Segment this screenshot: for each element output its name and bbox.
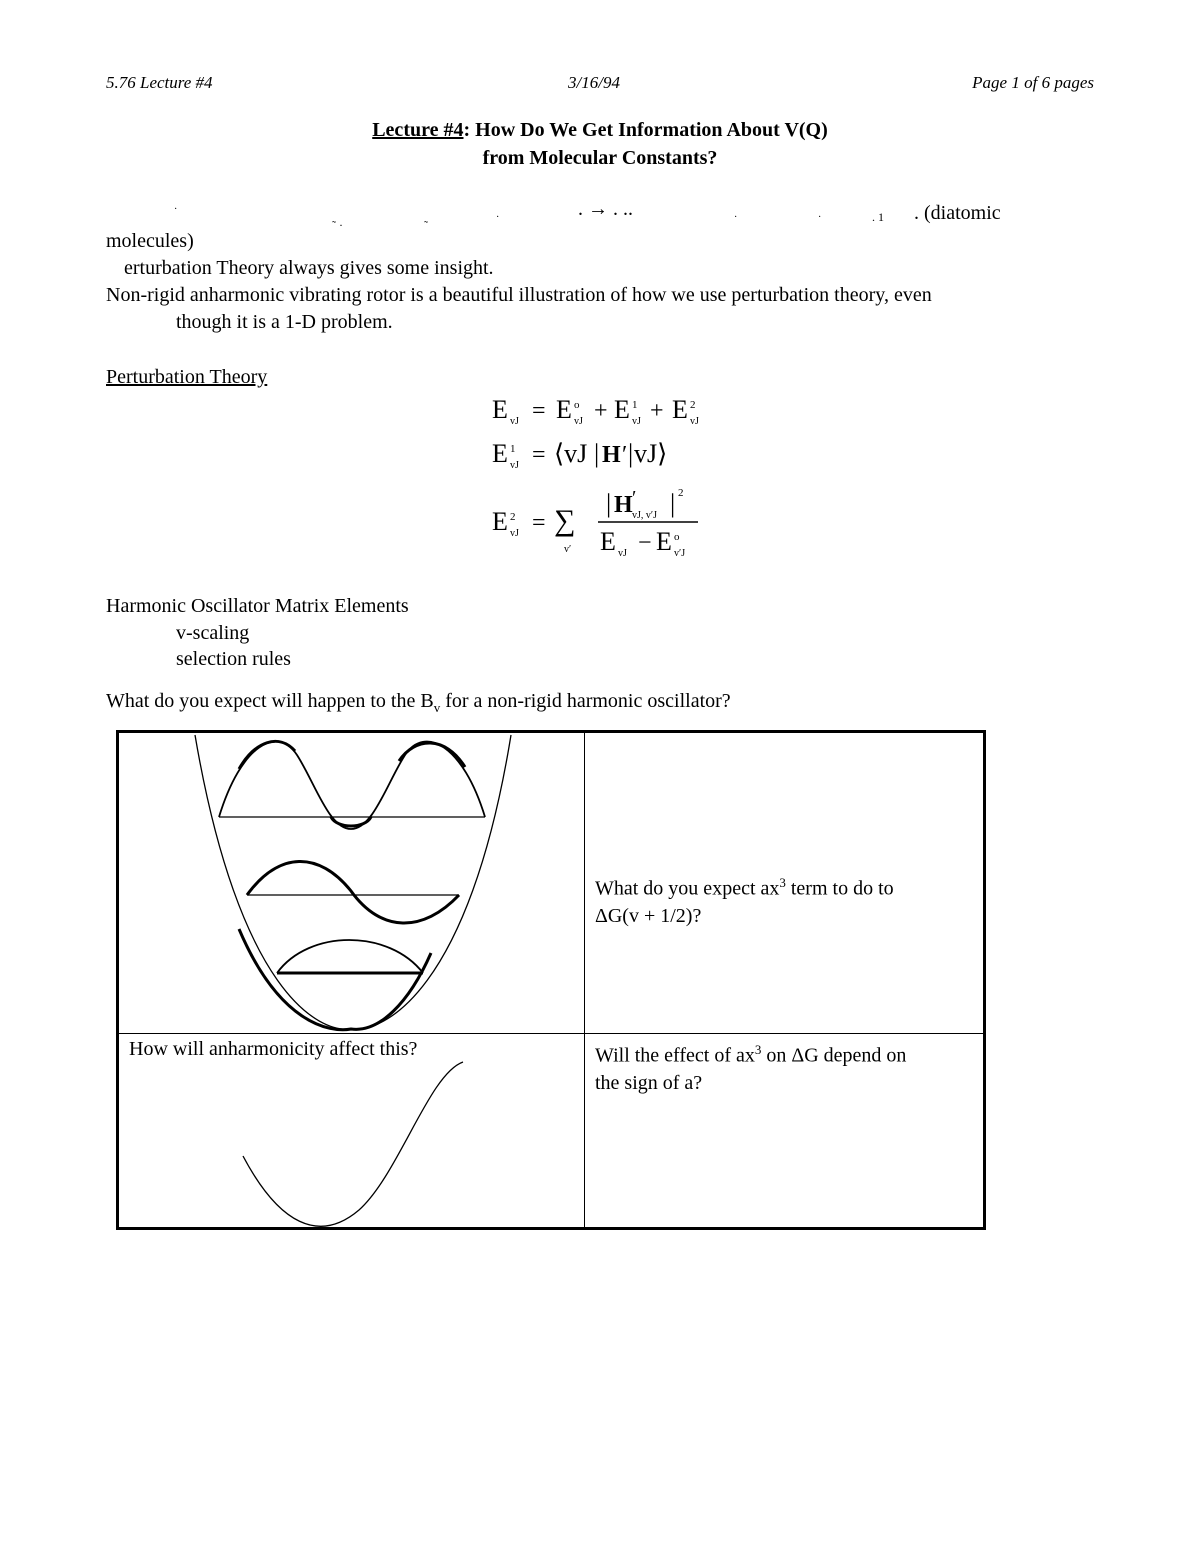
potential-well-bottom xyxy=(239,929,431,1030)
wavefunction-v1 xyxy=(247,861,459,923)
svg-text:+: + xyxy=(594,398,608,424)
svg-text:vJ, v′J: vJ, v′J xyxy=(632,510,657,521)
svg-text:H: H xyxy=(614,492,633,518)
svg-text:H: H xyxy=(602,442,621,468)
cell-question-ax3-deltaG: What do you expect $ax^3$ term to do to ΔG(v + 1/2)? xyxy=(585,732,985,1034)
svg-text:vJ: vJ xyxy=(510,416,519,427)
svg-text:E: E xyxy=(656,527,672,556)
garbled-mark: · xyxy=(818,212,822,223)
svg-text:1: 1 xyxy=(510,443,516,455)
header-page: Page 1 of 6 pages xyxy=(972,73,1094,92)
garbled-mark: ˜ · xyxy=(332,218,343,232)
question-bv: What do you expect will happen to the $B_v$ for a non-rigid harmonic oscillator? xyxy=(106,690,731,715)
intro-line2: molecules) xyxy=(106,230,194,252)
cell-anharmonicity xyxy=(118,1034,585,1229)
svg-text:vJ: vJ xyxy=(574,416,583,427)
intro-fragment: . (diatomic xyxy=(914,202,1001,224)
intro-line5: though it is a 1-D problem. xyxy=(176,311,393,333)
question-grid xyxy=(116,730,986,1230)
harmonic-item-v-scaling: v-scaling xyxy=(176,622,250,644)
svg-text:E: E xyxy=(492,439,508,468)
equation-second-order xyxy=(492,487,698,559)
svg-text:2: 2 xyxy=(510,511,516,523)
section-heading-perturbation: Perturbation Theory xyxy=(106,366,268,388)
anharmonic-curve xyxy=(119,1034,584,1230)
svg-text:vJ: vJ xyxy=(618,548,627,559)
svg-text:vJ: vJ xyxy=(510,460,519,471)
svg-text:E: E xyxy=(614,395,630,424)
wavefunction-v2 xyxy=(219,742,485,829)
header-left: 5.76 Lecture #4 xyxy=(106,73,213,92)
svg-text:o: o xyxy=(674,531,680,543)
harmonic-item-selection-rules: selection rules xyxy=(176,648,291,670)
svg-text:v′J: v′J xyxy=(674,548,686,559)
intro-line3: erturbation Theory always gives some insight. xyxy=(124,257,494,279)
equation-energy-sum xyxy=(492,395,699,427)
garbled-mark: . 1 xyxy=(872,210,884,224)
cell-question-sign: Will the effect of $ax^3$ on ΔG depend on the sign of a? xyxy=(585,1034,985,1229)
wavefunction-v0 xyxy=(277,940,423,973)
svg-text:′: ′ xyxy=(622,442,628,468)
svg-text:vJ: vJ xyxy=(690,416,699,427)
svg-text:+: + xyxy=(650,398,664,424)
title-prefix: Lecture #4 xyxy=(372,119,464,141)
lecture-title xyxy=(0,116,1200,172)
svg-text:−: − xyxy=(638,530,652,556)
equation-first-order xyxy=(492,439,667,471)
svg-text:E: E xyxy=(492,507,508,536)
svg-text:=: = xyxy=(532,398,546,424)
question-anharmonicity: How will anharmonicity affect this? xyxy=(129,1038,418,1060)
potential-well-curve xyxy=(195,735,511,1029)
garbled-mark: · xyxy=(174,204,178,215)
svg-text:|: | xyxy=(670,489,676,518)
svg-text:2: 2 xyxy=(678,487,684,499)
garbled-mark: · xyxy=(734,212,738,223)
svg-text:=: = xyxy=(532,510,546,536)
perturbation-equations xyxy=(480,388,740,568)
title-line1: : How Do We Get Information About V(Q) xyxy=(463,119,828,141)
title-line2: from Molecular Constants? xyxy=(482,147,718,169)
svg-text:E: E xyxy=(492,395,508,424)
svg-text:v′: v′ xyxy=(564,544,572,555)
svg-text:′: ′ xyxy=(632,487,637,509)
svg-text:⟨vJ: ⟨vJ xyxy=(554,439,588,468)
svg-text:=: = xyxy=(532,442,546,468)
harmonic-potential-wavefunctions xyxy=(119,733,584,1033)
right-arrow-icon: . → . .. xyxy=(578,198,633,220)
svg-text:vJ⟩: vJ⟩ xyxy=(634,439,668,468)
svg-text:|: | xyxy=(606,489,612,518)
svg-text:vJ: vJ xyxy=(510,528,519,539)
svg-text:E: E xyxy=(672,395,688,424)
svg-text:E: E xyxy=(556,395,572,424)
header-date: 3/16/94 xyxy=(568,73,620,92)
intro-line1 xyxy=(106,198,1106,232)
svg-text:1: 1 xyxy=(632,399,638,411)
section-heading-harmonic: Harmonic Oscillator Matrix Elements xyxy=(106,595,409,617)
svg-text:o: o xyxy=(574,399,580,411)
svg-text:vJ: vJ xyxy=(632,416,641,427)
cell-potential-diagram xyxy=(118,732,585,1034)
svg-text:|: | xyxy=(594,439,600,468)
intro-line4: Non-rigid anharmonic vibrating rotor is a beautiful illustration of how we use perturbation theory, even xyxy=(106,284,932,306)
garbled-mark: · xyxy=(496,212,500,223)
svg-text:∑: ∑ xyxy=(554,504,576,537)
garbled-mark: ˜ xyxy=(424,218,428,232)
svg-text:|: | xyxy=(628,439,634,468)
svg-text:2: 2 xyxy=(690,399,696,411)
svg-text:E: E xyxy=(600,527,616,556)
